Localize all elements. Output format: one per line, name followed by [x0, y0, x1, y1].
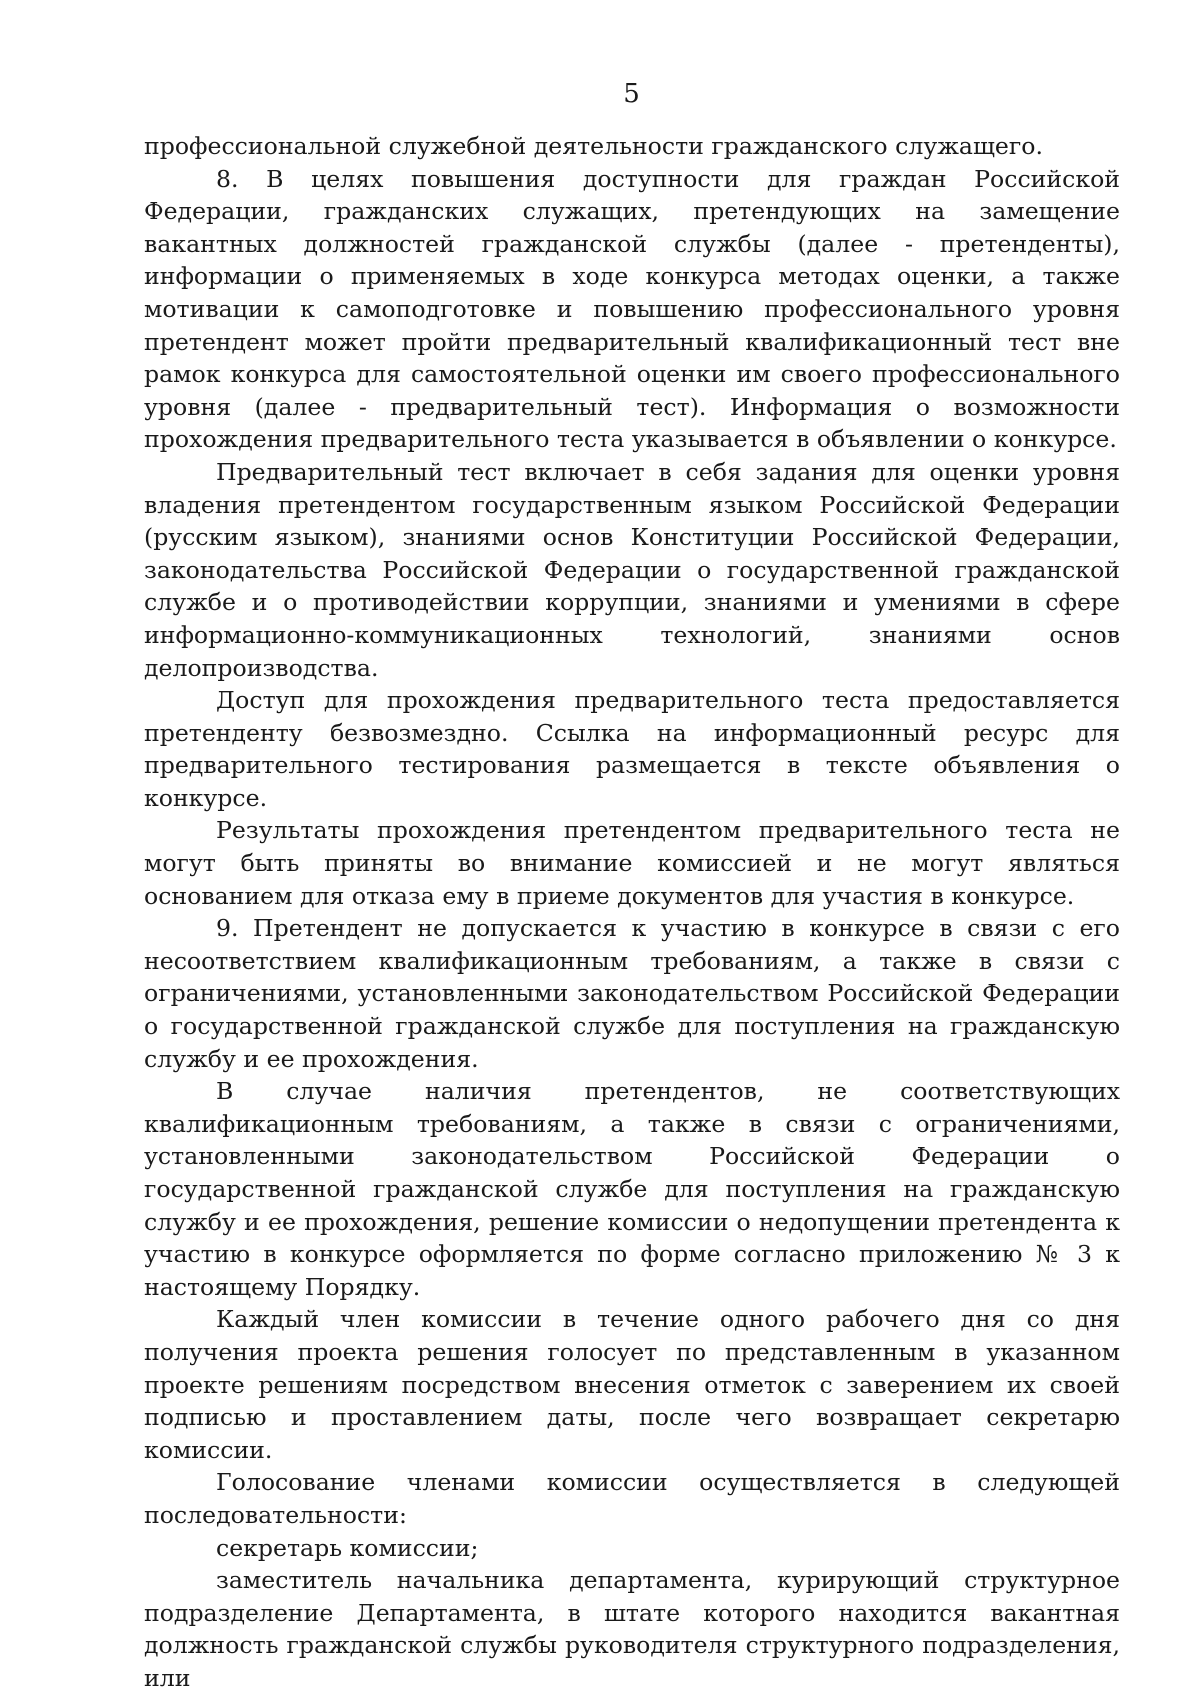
paragraph-item-9: 9. Претендент не допускается к участию в конкурсе в связи с его несоответствием квалификационным требованиям, а также в связи с ограничениями, установленными законодательством Российской Федерации о государственной гражданской службе для поступления на гражданскую службу и ее прохождения.	[144, 914, 1120, 1073]
paragraph-voter-secretary: секретарь комиссии;	[216, 1533, 479, 1562]
paragraph-voter-deputy-head: заместитель начальника департамента, курирующий структурное подразделение Департамента, в штате которого находится вакантная должность гражданской службы руководителя структурного подразделения, или	[144, 1566, 1120, 1692]
paragraph-continuation: профессиональной служебной деятельности гражданского служащего.	[144, 132, 1043, 160]
paragraph-test-access: Доступ для прохождения предварительного теста предоставляется претенденту безвозмездно. Ссылка на информационный ресурс для предварительного тестирования размещается в тексте объявления о конкурсе.	[144, 686, 1120, 812]
document-body	[144, 130, 1120, 1695]
paragraph-item-8: 8. В целях повышения доступности для граждан Российской Федерации, гражданских служащих, претендующих на замещение вакантных должностей гражданской службы (далее - претенденты), информации о применяемых в ходе конкурса методах оценки, а также мотивации к самоподготовке и повышению профессионального уровня претендент может пройти предварительный квалификационный тест вне рамок конкурса для самостоятельной оценки им своего профессионального уровня (далее - предварительный тест). Информация о возможности прохождения предварительного теста указывается в объявлении о конкурсе.	[144, 164, 1120, 454]
page-number: 5	[623, 79, 640, 109]
paragraph-test-results: Результаты прохождения претендентом предварительного теста не могут быть приняты во внимание комиссией и не могут являться основанием для отказа ему в приеме документов для участия в конкурсе.	[144, 816, 1120, 910]
paragraph-preliminary-test-content: Предварительный тест включает в себя задания для оценки уровня владения претендентом государственным языком Российской Федерации (русским языком), знаниями основ Конституции Российской Федерации, законодательства Российской Федерации о государственной гражданской службе и о противодействии коррупции, знаниями и умениями в сфере информационно-коммуникационных технологий, знаниями основ делопроизводства.	[144, 457, 1120, 682]
paragraph-non-admission-decision: В случае наличия претендентов, не соответствующих квалификационным требованиям, а также в связи с ограничениями, установленными законодательством Российской Федерации о государственной гражданской службе для поступления на гражданскую службу и ее прохождения, решение комиссии о недопущении претендента к участию в конкурсе оформляется по форме согласно приложению № 3 к настоящему Порядку.	[144, 1077, 1120, 1301]
paragraph-voting-order: Голосование членами комиссии осуществляется в следующей последовательности:	[144, 1468, 1120, 1529]
paragraph-member-voting: Каждый член комиссии в течение одного рабочего дня со дня получения проекта решения голосует по представленным в указанном проекте решениям посредством внесения отметок с заверением их своей подписью и проставлением даты, после чего возвращает секретарю комиссии.	[144, 1305, 1120, 1464]
